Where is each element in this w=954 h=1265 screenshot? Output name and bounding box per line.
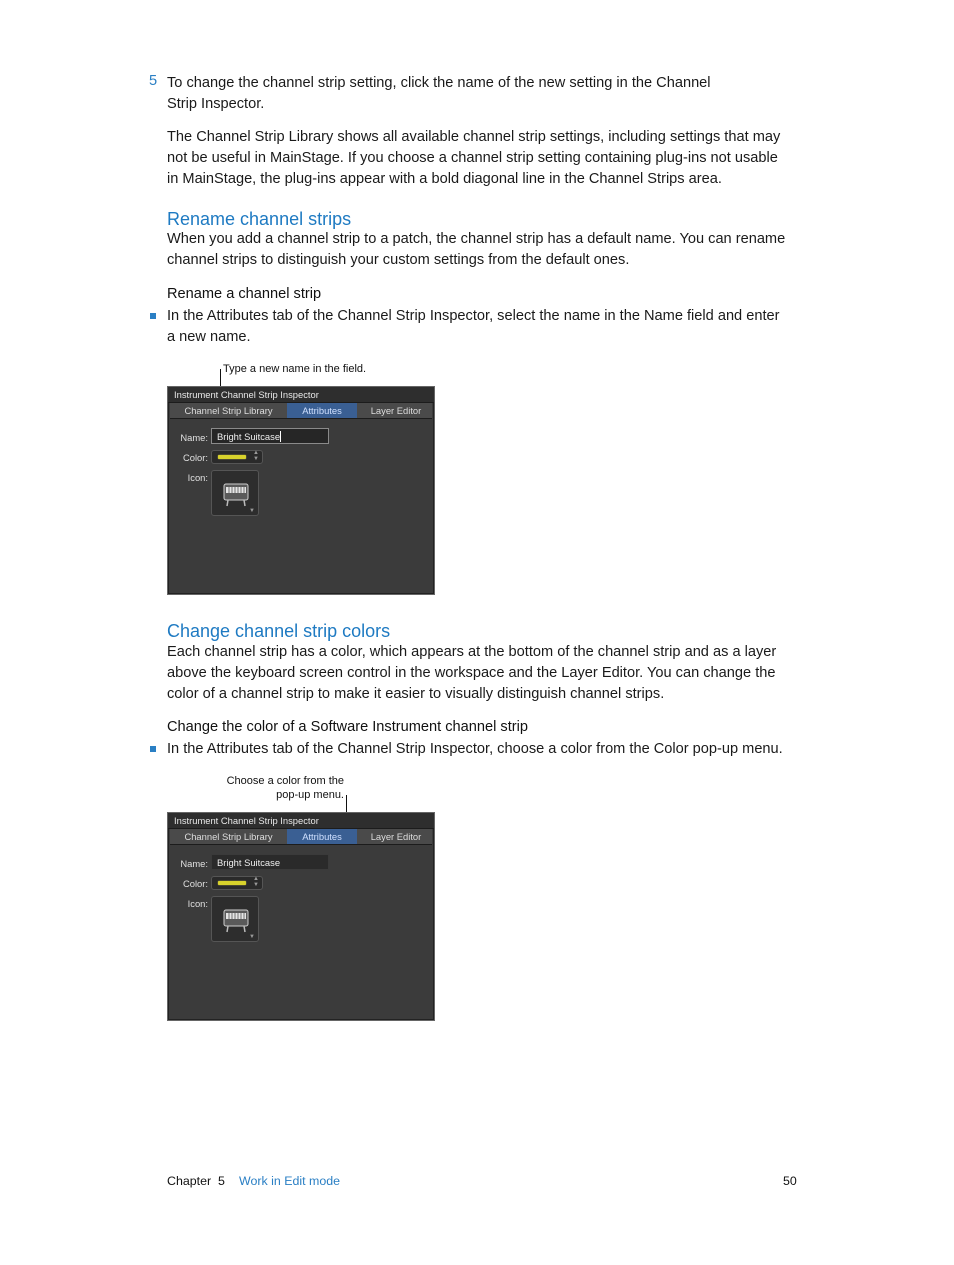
- icon-well[interactable]: [211, 470, 259, 516]
- color-swatch: [218, 455, 246, 459]
- footer-chapter-label: Chapter 5: [167, 1174, 225, 1188]
- icon-label: Icon:: [187, 472, 208, 483]
- colors-bullet-text: In the Attributes tab of the Channel Strip Inspector, choose a color from the Color pop-up menu.: [167, 741, 783, 757]
- paragraph-line: Each channel strip has a color, which appears at the bottom of the channel strip and as a layer: [167, 644, 777, 660]
- inspector-title-bar: [168, 813, 434, 829]
- inspector-panel-rename: [167, 386, 435, 595]
- footer-chapter-link[interactable]: Work in Edit mode: [239, 1174, 341, 1188]
- paragraph-line: color of a channel strip to make it easier to visually distinguish channel strips.: [167, 686, 665, 702]
- paragraph-line: not be useful in MainStage. If you choose a channel strip setting containing plug-ins not usable: [167, 150, 778, 166]
- dropdown-triangle-icon: ▼: [249, 508, 255, 514]
- colors-subheading: Change the color of a Software Instrument channel strip: [167, 719, 528, 735]
- paragraph-line: a new name.: [167, 329, 251, 345]
- tab-layer-editor[interactable]: Layer Editor: [370, 405, 422, 416]
- rename-intro: [167, 229, 807, 271]
- text-cursor: [280, 431, 281, 442]
- step-line: Strip Inspector.: [167, 96, 265, 112]
- inspector-panel-colors: [167, 812, 435, 1021]
- page-number: 50: [783, 1174, 797, 1188]
- rename-heading: Rename channel strips: [167, 209, 352, 229]
- bullet-icon: [150, 313, 156, 319]
- callout-line-text: pop-up menu.: [276, 789, 344, 801]
- name-label: Name:: [180, 858, 208, 869]
- name-field[interactable]: [211, 428, 329, 444]
- paragraph-line: channel strips to distinguish your custom settings from the default ones.: [167, 252, 630, 268]
- bullet-icon: [150, 746, 156, 752]
- paragraph-line: When you add a channel strip to a patch, the channel strip has a default name. You can rename: [167, 231, 786, 247]
- color-swatch: [218, 881, 246, 885]
- name-value: Bright Suitcase: [217, 857, 281, 868]
- paragraph-line: above the keyboard screen control in the workspace and the Layer Editor. You can change the: [167, 665, 776, 681]
- color-label: Color:: [182, 452, 208, 463]
- rename-subheading: Rename a channel strip: [167, 286, 322, 302]
- up-down-arrows-icon: ▲ ▼: [253, 876, 259, 888]
- step-text: [167, 73, 807, 115]
- callout-name-field: Type a new name in the field.: [223, 363, 367, 375]
- colors-heading: Change channel strip colors: [167, 621, 391, 641]
- name-label: Name:: [180, 432, 208, 443]
- tab-channel-strip-library[interactable]: Channel Strip Library: [184, 405, 273, 416]
- tab-layer-editor[interactable]: Layer Editor: [370, 831, 422, 842]
- inspector-tabs: [170, 829, 432, 845]
- library-paragraph: [167, 127, 807, 190]
- paragraph-line: The Channel Strip Library shows all available channel strip settings, including settings that may: [167, 129, 781, 145]
- color-popup[interactable]: [211, 450, 263, 464]
- electric-piano-icon: [222, 907, 250, 933]
- paragraph-line: In the Attributes tab of the Channel Strip Inspector, select the name in the Name field and enter: [167, 308, 780, 324]
- name-field[interactable]: [211, 854, 329, 870]
- icon-well[interactable]: [211, 896, 259, 942]
- step-number: 5: [149, 73, 158, 89]
- icon-label: Icon:: [187, 898, 208, 909]
- color-popup[interactable]: [211, 876, 263, 890]
- color-label: Color:: [182, 878, 208, 889]
- dropdown-triangle-icon: ▼: [249, 934, 255, 940]
- name-value: Bright Suitcase: [217, 431, 281, 442]
- tab-channel-strip-library[interactable]: Channel Strip Library: [184, 831, 273, 842]
- inspector-title-bar: [168, 387, 434, 403]
- callout-line-text: Choose a color from the: [226, 775, 344, 787]
- tab-attributes[interactable]: Attributes: [287, 829, 357, 844]
- inspector-title: Instrument Channel Strip Inspector: [174, 815, 319, 826]
- callout-color-popup: [214, 774, 344, 802]
- tab-attributes[interactable]: Attributes: [287, 403, 357, 418]
- paragraph-line: in MainStage, the plug-ins appear with a bold diagonal line in the Channel Strips area.: [167, 171, 722, 187]
- inspector-title: Instrument Channel Strip Inspector: [174, 389, 319, 400]
- rename-bullet-text: [167, 306, 807, 348]
- step-line: To change the channel strip setting, click the name of the new setting in the Channel: [167, 75, 711, 91]
- up-down-arrows-icon: ▲ ▼: [253, 450, 259, 462]
- electric-piano-icon: [222, 481, 250, 507]
- colors-intro: [167, 642, 807, 705]
- inspector-tabs: [170, 403, 432, 419]
